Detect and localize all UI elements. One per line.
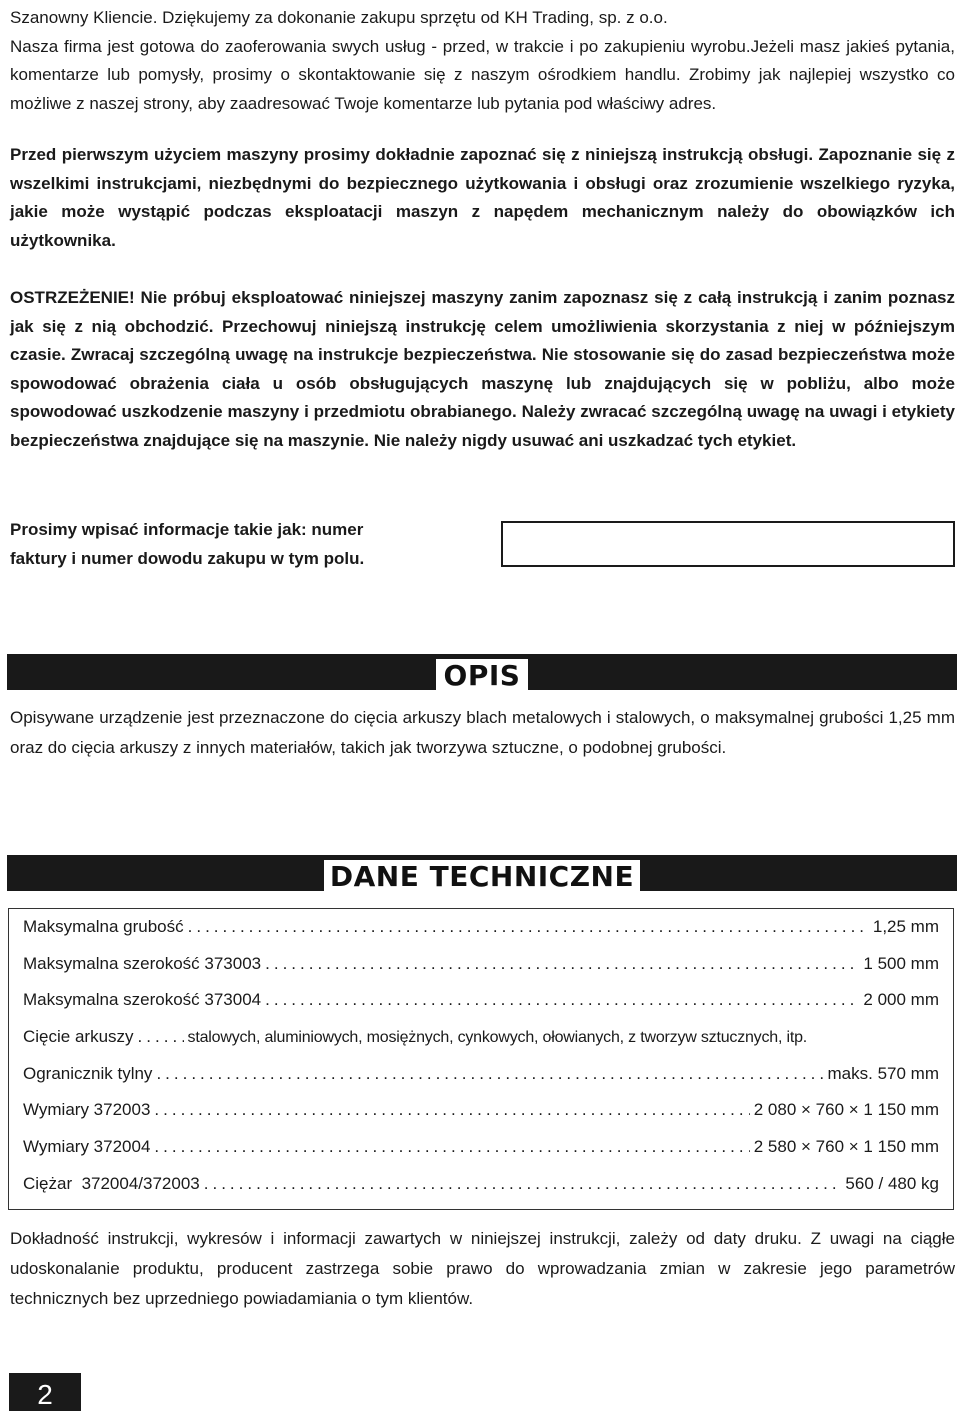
invoice-instruction-line: Prosimy wpisać informacje takie jak: numer — [10, 520, 364, 539]
spec-row — [23, 1137, 939, 1163]
spec-row — [23, 917, 939, 943]
spec-label: Wymiary 372004 — [23, 1137, 151, 1156]
dot-leader — [154, 1100, 749, 1120]
dot-leader — [138, 1027, 184, 1047]
spec-row — [23, 954, 939, 980]
spec-label: Maksymalna szerokość 373004 — [23, 990, 262, 1009]
spec-row — [23, 990, 939, 1016]
spec-value: 2 000 mm — [863, 990, 939, 1009]
spec-value: stalowych, aluminiowych, mosiężnych, cynkowych, ołowianych, z tworzyw sztucznych, itp. — [187, 1029, 808, 1046]
dot-leader — [154, 1137, 749, 1157]
invoice-instruction-line: faktury i numer dowodu zakupu w tym polu. — [10, 549, 365, 568]
spec-label: Maksymalna szerokość 373003 — [23, 954, 262, 973]
intro-section — [10, 4, 955, 118]
spec-value: 1 500 mm — [863, 954, 939, 973]
spec-row — [23, 1174, 939, 1200]
spec-value: 1,25 mm — [872, 917, 939, 936]
spec-row — [23, 1064, 939, 1090]
spec-label: Ogranicznik tylny — [23, 1064, 153, 1083]
dot-leader — [265, 954, 859, 974]
spec-label: Maksymalna grubość — [23, 917, 184, 936]
spec-label: Ciężar 372004/372003 — [23, 1174, 200, 1193]
invoice-instruction — [10, 515, 440, 573]
disclaimer-paragraph: Dokładność instrukcji, wykresów i informacji zawartych w niniejszej instrukcji, zależy od daty druku. Z uwagi na ciągłe udoskonalanie produktu, producent zastrzega sobie prawo do wprowadzania zmian w zakresie jego parametrów technicznych bez uprzedniego powiadamiania o tym klientów. — [10, 1229, 955, 1308]
spec-value: 2 580 × 760 × 1 150 mm — [753, 1137, 939, 1156]
warning-paragraph: OSTRZEŻENIE! Nie próbuj eksploatować niniejszej maszyny zanim zapoznasz się z całą instrukcją i zanim poznasz jak się z nią obchodzić. Przechowuj niniejszą instrukcję celem umożliwienia skorzystania z niej w późniejszym czasie. Zwracaj szczególną uwagę na instrukcje bezpieczeństwa. Nie stosowanie się do zasad bezpieczeństwa może spowodować obrażenia ciała u osób obsługujących maszynę lub znajdujących się w pobliżu, albo może spowodować uszkodzenie maszyny i przedmiotu obrabianego. Należy zwracać szczególną uwagę na uwagi i etykiety bezpieczeństwa znajdujące się na maszynie. Nie należy nigdy usuwać ani uszkadzać tych etykiet. — [10, 288, 955, 450]
dot-leader — [265, 990, 859, 1010]
spec-label: Wymiary 372003 — [23, 1100, 151, 1119]
spec-value: 560 / 480 kg — [845, 1174, 939, 1193]
spec-value: maks. 570 mm — [827, 1064, 939, 1083]
dot-leader — [188, 917, 869, 937]
dot-leader — [156, 1064, 823, 1084]
dane-heading: DANE TECHNICZNE — [324, 860, 640, 894]
opis-description: Opisywane urządzenie jest przeznaczone do cięcia arkuszy blach metalowych i stalowych, o maksymalnej grubości 1,25 mm oraz do cięcia arkuszy z innych materiałów, takich jak tworzywa sztuczne, o podobnej grubości. — [10, 708, 955, 757]
opis-heading: OPIS — [436, 659, 528, 693]
greeting-line: Szanowny Kliencie. Dziękujemy za dokonanie zakupu sprzętu od KH Trading, sp. z o.o. — [10, 8, 668, 27]
spec-value: 2 080 × 760 × 1 150 mm — [753, 1100, 939, 1119]
invoice-entry-box[interactable] — [501, 521, 955, 567]
spec-table — [8, 908, 954, 1210]
dot-leader — [204, 1174, 842, 1194]
safety-notice: Przed pierwszym użyciem maszyny prosimy dokładnie zapoznać się z niniejszą instrukcją obsługi. Zapoznanie się z wszelkimi instrukcjami, niezbędnymi do bezpiecznego użytkowania i obsługi oraz zrozumienie wszelkiego ryzyka, jakie może wystąpić podczas eksploatacji maszyn z napędem mechanicznym należy do obowiązków ich użytkownika. — [10, 145, 955, 250]
spec-row — [23, 1100, 939, 1126]
spec-label: Cięcie arkuszy — [23, 1027, 134, 1046]
spec-row — [23, 1027, 939, 1053]
page-number: 2 — [9, 1373, 81, 1411]
intro-paragraph: Nasza firma jest gotowa do zaoferowania swych usług - przed, w trakcie i po zakupieniu wyrobu.Jeżeli masz jakieś pytania, komentarze lub pomysły, prosimy o skontaktowanie się z naszym ośrodkiem handlu. Zrobimy jak najlepiej wszystko co możliwe z naszej strony, aby zaadresować Twoje komentarze lub pytania pod właściwy adres. — [10, 36, 955, 113]
